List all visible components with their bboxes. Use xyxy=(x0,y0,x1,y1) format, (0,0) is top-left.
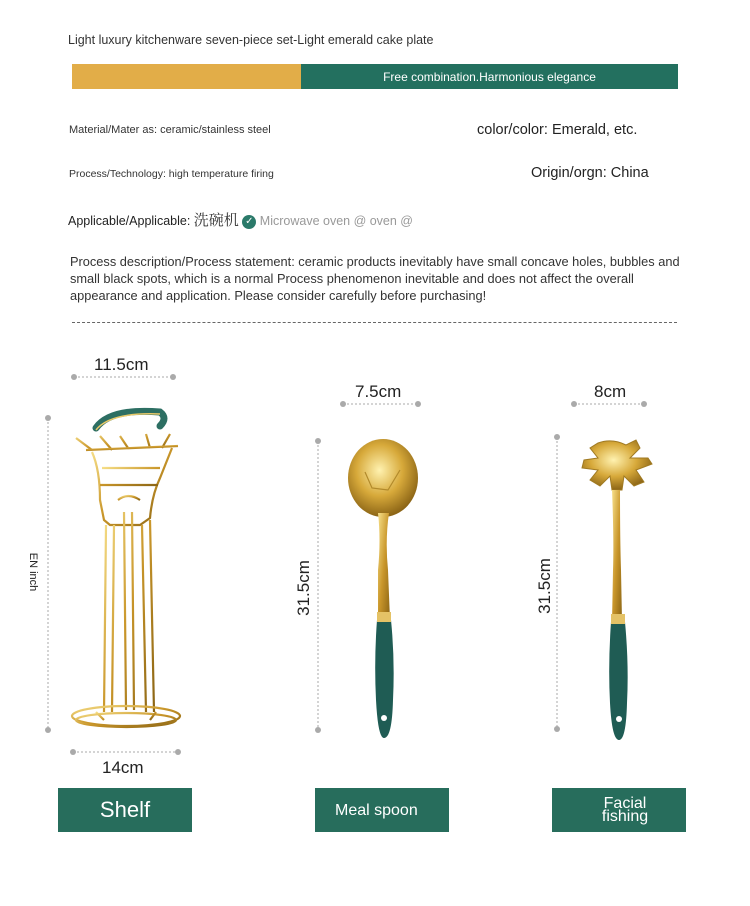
page-title: Light luxury kitchenware seven-piece set-Light emerald cake plate xyxy=(68,33,434,47)
fishing-illustration xyxy=(582,440,652,740)
process-tech-spec: Process/Technology: high temperature firing xyxy=(69,168,274,180)
color-spec: color/color: Emerald, etc. xyxy=(477,122,638,138)
fishing-width: 8cm xyxy=(594,382,627,401)
fishing-label: Facial fishing xyxy=(552,788,686,832)
material-spec: Material/Mater as: ceramic/stainless steel xyxy=(69,124,271,136)
applicable-prefix: Applicable/Applicable: xyxy=(68,214,191,228)
check-icon: ✓ xyxy=(242,215,256,229)
shelf-label: Shelf xyxy=(58,788,192,832)
applicable-rest: Microwave oven @ oven @ xyxy=(259,214,413,228)
spoon-height: 31.5cm xyxy=(294,560,313,616)
shelf-top-width: 11.5cm xyxy=(94,355,149,374)
dishwasher-text: 洗碗机 xyxy=(193,212,239,229)
shelf-bottom-width: 14cm xyxy=(102,758,144,777)
shelf-height-label: EN inch xyxy=(27,552,39,592)
spoon-illustration xyxy=(348,439,418,738)
spoon-label: Meal spoon xyxy=(315,788,449,832)
fishing-height: 31.5cm xyxy=(535,558,554,614)
spoon-width: 7.5cm xyxy=(355,382,402,401)
shelf-illustration xyxy=(72,411,180,727)
origin-spec: Origin/orgn: China xyxy=(531,165,649,181)
slogan-banner: Free combination.Harmonious elegance xyxy=(301,64,678,89)
process-statement: Process description/Process statement: ceramic products inevitably have small concave holes, bubbles and small black spots, which is a normal Process phenomenon inevitable and does not affect the overall appearance and application. Please consider carefully before purchasing! xyxy=(70,254,680,303)
